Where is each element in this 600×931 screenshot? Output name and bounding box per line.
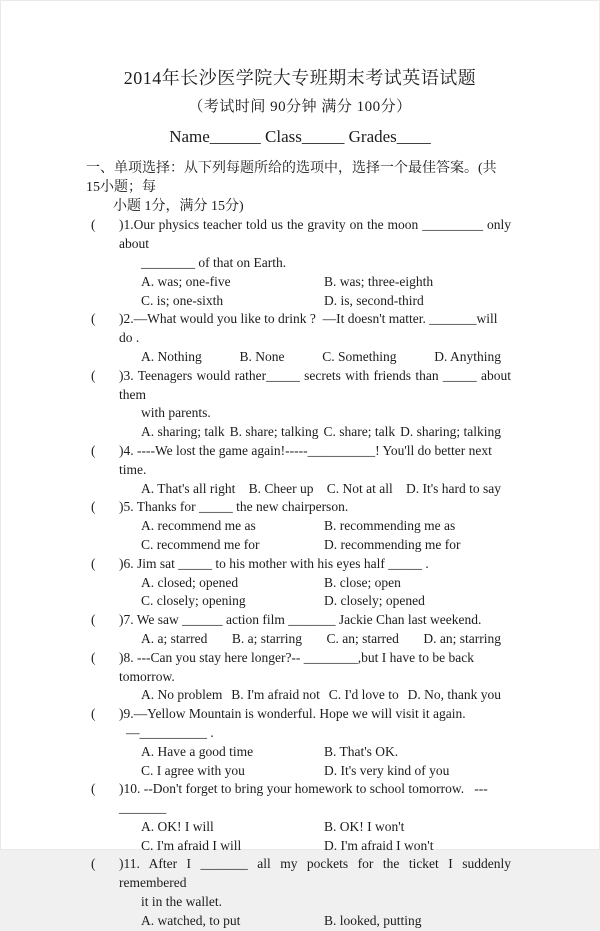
question-text: )3. Teenagers would rather_____ secrets with friends than _____ about them — [119, 367, 515, 402]
answer-option: A. a; starred — [141, 630, 208, 646]
answer-option: D. Anything — [434, 348, 501, 364]
answer-bracket: ( — [91, 217, 96, 233]
answer-option: B. None — [239, 348, 285, 364]
answer-option: D. It's hard to say — [405, 480, 501, 496]
answer-option: D. No, thank you — [407, 687, 501, 703]
answer-option: D. I'm afraid I won't — [324, 837, 434, 853]
answer-option: C. is; one-sixth — [141, 292, 224, 308]
answer-option: A. recommend me as — [141, 518, 256, 534]
question-item — [86, 855, 515, 930]
options-row — [86, 743, 511, 762]
question-stem-line — [86, 780, 511, 818]
answer-option: A. watched, to put — [141, 912, 241, 928]
page-title: 2014年长沙医学院大专班期末考试英语试题 — [123, 68, 477, 88]
question-stem-line — [86, 705, 511, 724]
question-item — [86, 442, 511, 498]
question-stem-line — [86, 310, 511, 348]
options-row — [86, 912, 511, 931]
answer-option: C. I agree with you — [141, 762, 245, 778]
options-row — [86, 592, 511, 611]
answer-bracket: ( — [91, 612, 96, 628]
question-text: )11. After I _______ all my pockets for the ticket I suddenly remembered — [119, 856, 515, 891]
answer-option: C. an; starred — [326, 630, 399, 646]
question-item — [86, 649, 511, 705]
answer-option: D. sharing; talking — [400, 424, 501, 440]
answer-bracket: ( — [91, 856, 96, 872]
options-row — [86, 423, 511, 442]
question-text: )7. We saw ______ action film _______ Jackie Chan last weekend. — [119, 612, 482, 628]
options-row — [86, 292, 511, 311]
answer-option: A. That's all right — [141, 480, 236, 496]
question-continuation-line: ________ of that on Earth. — [141, 254, 287, 270]
answer-option: D. an; starring — [423, 630, 501, 646]
answer-option: D. closely; opened — [324, 593, 425, 609]
options-row — [86, 536, 511, 555]
options-row — [86, 686, 511, 705]
answer-option: B. OK! I won't — [324, 818, 405, 834]
options-row — [86, 273, 511, 292]
question-stem-line — [86, 649, 511, 687]
answer-option: C. share; talk — [323, 424, 396, 440]
answer-bracket: ( — [91, 367, 96, 383]
section-heading-line2: 小题 1分，满分 15分) — [113, 198, 244, 214]
question-item — [86, 367, 515, 442]
section-heading-line1: 一、单项选择：从下列每题所给的选项中，选择一个最佳答案。(共 15小题；每 — [86, 161, 501, 195]
answer-option: D. recommending me for — [324, 536, 461, 552]
answer-bracket: ( — [91, 706, 96, 722]
question-text: )2.—What would you like to drink ? —It doesn't matter. _______will do . — [119, 311, 501, 346]
answer-option: C. recommend me for — [141, 536, 260, 552]
question-item — [86, 310, 511, 366]
question-stem-line — [86, 367, 515, 405]
answer-option: A. No problem — [141, 687, 223, 703]
question-text: )6. Jim sat _____ to his mother with his eyes half _____ . — [119, 555, 429, 571]
question-continuation-line: —__________ . — [126, 724, 214, 740]
question-item — [86, 780, 511, 855]
answer-option: A. sharing; talk — [141, 424, 225, 440]
questions-list — [86, 216, 515, 930]
answer-option: B. I'm afraid not — [231, 687, 320, 703]
options-row — [86, 818, 511, 837]
question-item — [86, 498, 511, 554]
question-item — [86, 216, 515, 310]
options-row — [86, 762, 511, 781]
answer-option: C. Not at all — [326, 480, 393, 496]
question-text: )4. ----We lost the game again!-----__________! You'll do better next time. — [119, 442, 496, 477]
question-item — [86, 611, 511, 649]
exam-body — [86, 160, 515, 931]
answer-option: C. closely; opening — [141, 593, 246, 609]
name-class-grades-line: Name______ Class_____ Grades____ — [169, 127, 431, 146]
question-text: )5. Thanks for _____ the new chairperson. — [119, 499, 349, 515]
question-stem-line — [86, 442, 511, 480]
answer-bracket: ( — [91, 499, 96, 515]
options-row — [86, 837, 511, 856]
answer-option: B. looked, putting — [324, 912, 422, 928]
question-stem-line — [86, 216, 515, 254]
answer-bracket: ( — [91, 781, 96, 797]
answer-bracket: ( — [91, 442, 96, 458]
answer-option: B. share; talking — [229, 424, 319, 440]
question-item — [86, 555, 511, 611]
answer-option: B. a; starring — [231, 630, 302, 646]
exam-header — [1, 1, 599, 148]
answer-option: D. It's very kind of you — [324, 762, 450, 778]
question-text: )1.Our physics teacher told us the gravity on the moon _________ only about — [119, 217, 515, 252]
answer-bracket: ( — [91, 311, 96, 327]
options-row — [86, 517, 511, 536]
answer-option: A. OK! I will — [141, 818, 214, 834]
question-stem-line — [86, 555, 511, 574]
question-item — [86, 705, 511, 780]
question-text: )10. --Don't forget to bring your homework to school tomorrow. ---_______ — [119, 781, 488, 816]
question-stem-line — [86, 611, 511, 630]
answer-bracket: ( — [91, 555, 96, 571]
answer-option: A. closed; opened — [141, 574, 239, 590]
answer-option: C. Something — [322, 348, 397, 364]
answer-option: A. Have a good time — [141, 743, 254, 759]
question-text: )9.—Yellow Mountain is wonderful. Hope we will visit it again. — [119, 706, 466, 722]
answer-option: B. recommending me as — [324, 518, 456, 534]
options-row — [86, 574, 511, 593]
answer-bracket: ( — [91, 649, 96, 665]
question-stem-line — [86, 855, 515, 893]
answer-option: B. was; three-eighth — [324, 273, 434, 289]
answer-option: C. I'd love to — [328, 687, 399, 703]
question-stem-line — [86, 498, 511, 517]
answer-option: B. That's OK. — [324, 743, 399, 759]
answer-option: B. close; open — [324, 574, 401, 590]
answer-option: B. Cheer up — [248, 480, 314, 496]
answer-option: A. Nothing — [141, 348, 202, 364]
answer-option: C. I'm afraid I will — [141, 837, 242, 853]
options-row — [86, 630, 511, 649]
options-row — [86, 348, 511, 367]
question-text: )8. ---Can you stay here longer?-- ________,but I have to be back tomorrow. — [119, 649, 478, 684]
answer-option: D. is, second-third — [324, 292, 424, 308]
question-continuation-line: with parents. — [141, 405, 211, 421]
exam-info-subtitle: （考试时间 90分钟 满分 100分） — [188, 99, 412, 115]
question-continuation-line: it in the wallet. — [141, 894, 222, 910]
answer-option: A. was; one-five — [141, 273, 231, 289]
options-row — [86, 480, 511, 499]
